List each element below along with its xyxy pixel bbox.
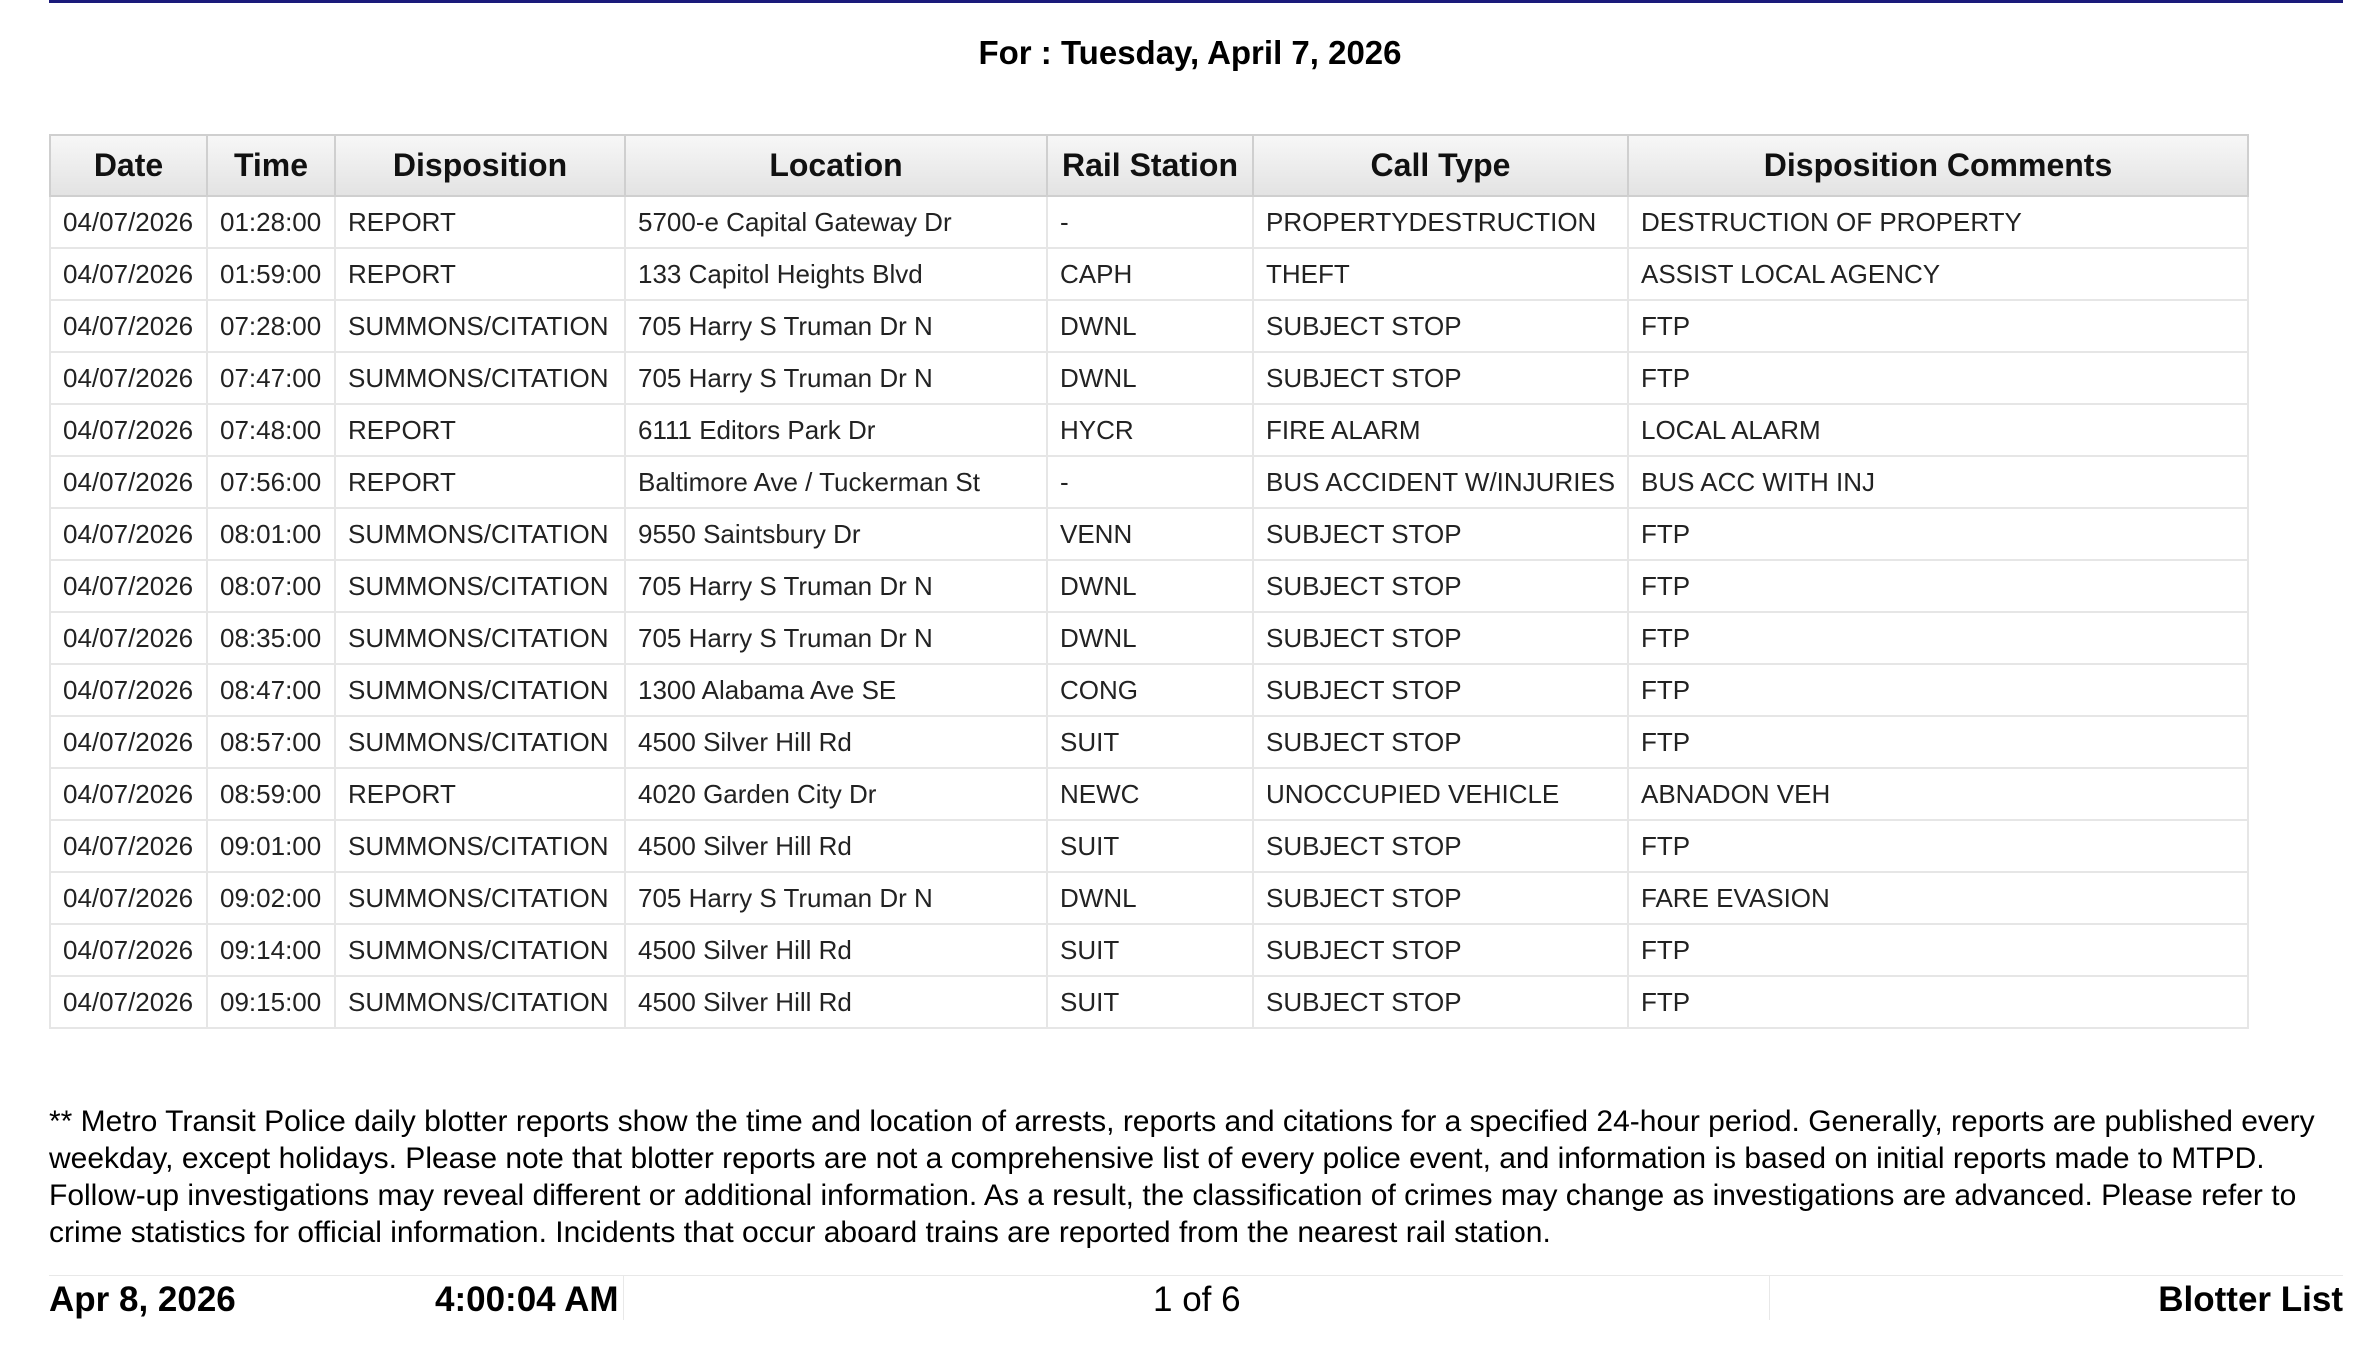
report-date-title: For : Tuesday, April 7, 2026 — [978, 34, 1402, 71]
cell-rail-station: - — [1047, 196, 1253, 248]
cell-time: 07:47:00 — [207, 352, 335, 404]
table-row — [50, 924, 2248, 976]
cell-call-type: SUBJECT STOP — [1253, 612, 1628, 664]
cell-rail-station: SUIT — [1047, 976, 1253, 1028]
cell-call-type: PROPERTYDESTRUCTION — [1253, 196, 1628, 248]
cell-location: 4020 Garden City Dr — [625, 768, 1047, 820]
table-body — [50, 196, 2248, 1028]
table-row — [50, 300, 2248, 352]
cell-date: 04/07/2026 — [50, 560, 207, 612]
blotter-footnote: ** Metro Transit Police daily blotter reports show the time and location of arrests, reports and citations for a specified 24-hour period. Generally, reports are published every weekday, except holidays. Please note that blotter reports are not a comprehensive list of every police event, and information is based on initial reports made to MTPD. Follow-up investigations may reveal different or additional information. As a result, the classification of crimes may change as investigations are advanced. Please refer to crime statistics for official information. Incidents that occur aboard trains are reported from the nearest rail station. — [49, 1105, 2315, 1249]
cell-date: 04/07/2026 — [50, 352, 207, 404]
cell-rail-station: DWNL — [1047, 612, 1253, 664]
cell-call-type: SUBJECT STOP — [1253, 560, 1628, 612]
cell-time: 07:48:00 — [207, 404, 335, 456]
cell-disposition-comments: FARE EVASION — [1628, 872, 2248, 924]
table-row — [50, 404, 2248, 456]
cell-location: 1300 Alabama Ave SE — [625, 664, 1047, 716]
cell-rail-station: DWNL — [1047, 352, 1253, 404]
cell-disposition: REPORT — [335, 248, 625, 300]
cell-location: 705 Harry S Truman Dr N — [625, 872, 1047, 924]
cell-date: 04/07/2026 — [50, 404, 207, 456]
cell-disposition: SUMMONS/CITATION — [335, 976, 625, 1028]
cell-rail-station: VENN — [1047, 508, 1253, 560]
table-row — [50, 508, 2248, 560]
cell-location: 133 Capitol Heights Blvd — [625, 248, 1047, 300]
cell-rail-station: HYCR — [1047, 404, 1253, 456]
cell-call-type: SUBJECT STOP — [1253, 716, 1628, 768]
footer-title: Blotter List — [2158, 1280, 2343, 1319]
cell-call-type: THEFT — [1253, 248, 1628, 300]
cell-rail-station: SUIT — [1047, 924, 1253, 976]
cell-disposition: SUMMONS/CITATION — [335, 820, 625, 872]
cell-time: 08:01:00 — [207, 508, 335, 560]
header-date: Date — [50, 135, 207, 196]
cell-disposition: REPORT — [335, 404, 625, 456]
cell-location: 4500 Silver Hill Rd — [625, 976, 1047, 1028]
cell-call-type: BUS ACCIDENT W/INJURIES — [1253, 456, 1628, 508]
cell-location: 6111 Editors Park Dr — [625, 404, 1047, 456]
cell-time: 07:28:00 — [207, 300, 335, 352]
table-row — [50, 612, 2248, 664]
cell-disposition-comments: FTP — [1628, 664, 2248, 716]
cell-location: 4500 Silver Hill Rd — [625, 716, 1047, 768]
cell-date: 04/07/2026 — [50, 612, 207, 664]
cell-disposition-comments: FTP — [1628, 300, 2248, 352]
header-call-type: Call Type — [1253, 135, 1628, 196]
cell-location: 705 Harry S Truman Dr N — [625, 560, 1047, 612]
cell-call-type: SUBJECT STOP — [1253, 924, 1628, 976]
cell-time: 08:47:00 — [207, 664, 335, 716]
table-row — [50, 560, 2248, 612]
cell-disposition: SUMMONS/CITATION — [335, 508, 625, 560]
cell-call-type: FIRE ALARM — [1253, 404, 1628, 456]
cell-disposition-comments: FTP — [1628, 352, 2248, 404]
cell-disposition-comments: FTP — [1628, 716, 2248, 768]
cell-location: 4500 Silver Hill Rd — [625, 820, 1047, 872]
cell-time: 09:14:00 — [207, 924, 335, 976]
cell-date: 04/07/2026 — [50, 820, 207, 872]
header-disposition-comments: Disposition Comments — [1628, 135, 2248, 196]
cell-disposition: SUMMONS/CITATION — [335, 872, 625, 924]
cell-time: 09:15:00 — [207, 976, 335, 1028]
cell-disposition: SUMMONS/CITATION — [335, 612, 625, 664]
top-border — [49, 0, 2343, 3]
cell-disposition-comments: ABNADON VEH — [1628, 768, 2248, 820]
cell-disposition-comments: ASSIST LOCAL AGENCY — [1628, 248, 2248, 300]
cell-disposition-comments: LOCAL ALARM — [1628, 404, 2248, 456]
cell-date: 04/07/2026 — [50, 664, 207, 716]
header-location: Location — [625, 135, 1047, 196]
cell-location: 705 Harry S Truman Dr N — [625, 612, 1047, 664]
cell-call-type: SUBJECT STOP — [1253, 664, 1628, 716]
cell-time: 07:56:00 — [207, 456, 335, 508]
cell-date: 04/07/2026 — [50, 976, 207, 1028]
table-header-row — [50, 135, 2248, 196]
cell-date: 04/07/2026 — [50, 768, 207, 820]
cell-disposition: REPORT — [335, 768, 625, 820]
cell-rail-station: NEWC — [1047, 768, 1253, 820]
table-row — [50, 196, 2248, 248]
cell-location: 9550 Saintsbury Dr — [625, 508, 1047, 560]
cell-call-type: UNOCCUPIED VEHICLE — [1253, 768, 1628, 820]
cell-call-type: SUBJECT STOP — [1253, 820, 1628, 872]
table-row — [50, 872, 2248, 924]
cell-rail-station: DWNL — [1047, 872, 1253, 924]
cell-time: 09:02:00 — [207, 872, 335, 924]
cell-rail-station: CAPH — [1047, 248, 1253, 300]
cell-time: 08:07:00 — [207, 560, 335, 612]
cell-time: 08:59:00 — [207, 768, 335, 820]
cell-location: Baltimore Ave / Tuckerman St — [625, 456, 1047, 508]
cell-date: 04/07/2026 — [50, 300, 207, 352]
cell-date: 04/07/2026 — [50, 508, 207, 560]
table-row — [50, 456, 2248, 508]
header-rail-station: Rail Station — [1047, 135, 1253, 196]
cell-disposition: SUMMONS/CITATION — [335, 664, 625, 716]
cell-rail-station: SUIT — [1047, 716, 1253, 768]
cell-call-type: SUBJECT STOP — [1253, 300, 1628, 352]
footer-date: Apr 8, 2026 — [49, 1280, 236, 1319]
table-row — [50, 820, 2248, 872]
cell-disposition: REPORT — [335, 196, 625, 248]
table-row — [50, 352, 2248, 404]
cell-call-type: SUBJECT STOP — [1253, 976, 1628, 1028]
cell-disposition-comments: DESTRUCTION OF PROPERTY — [1628, 196, 2248, 248]
table-row — [50, 664, 2248, 716]
cell-date: 04/07/2026 — [50, 872, 207, 924]
page-footer — [49, 1275, 2343, 1320]
cell-time: 01:28:00 — [207, 196, 335, 248]
cell-disposition-comments: FTP — [1628, 508, 2248, 560]
blotter-table — [49, 134, 2249, 1029]
cell-disposition: SUMMONS/CITATION — [335, 300, 625, 352]
cell-disposition-comments: FTP — [1628, 612, 2248, 664]
cell-rail-station: - — [1047, 456, 1253, 508]
cell-rail-station: DWNL — [1047, 300, 1253, 352]
cell-disposition: SUMMONS/CITATION — [335, 716, 625, 768]
cell-disposition: SUMMONS/CITATION — [335, 560, 625, 612]
footer-divider — [623, 1276, 624, 1320]
table-row — [50, 768, 2248, 820]
cell-call-type: SUBJECT STOP — [1253, 508, 1628, 560]
cell-date: 04/07/2026 — [50, 196, 207, 248]
cell-disposition-comments: BUS ACC WITH INJ — [1628, 456, 2248, 508]
cell-date: 04/07/2026 — [50, 924, 207, 976]
cell-time: 08:57:00 — [207, 716, 335, 768]
cell-disposition: SUMMONS/CITATION — [335, 352, 625, 404]
cell-call-type: SUBJECT STOP — [1253, 872, 1628, 924]
footer-page-number: 1 of 6 — [1153, 1280, 1241, 1319]
cell-disposition: SUMMONS/CITATION — [335, 924, 625, 976]
cell-disposition-comments: FTP — [1628, 820, 2248, 872]
header-disposition: Disposition — [335, 135, 625, 196]
footer-time: 4:00:04 AM — [435, 1280, 619, 1319]
table-row — [50, 716, 2248, 768]
footer-divider — [1769, 1276, 1770, 1320]
cell-date: 04/07/2026 — [50, 456, 207, 508]
cell-disposition: REPORT — [335, 456, 625, 508]
cell-time: 01:59:00 — [207, 248, 335, 300]
cell-rail-station: SUIT — [1047, 820, 1253, 872]
table-row — [50, 976, 2248, 1028]
cell-rail-station: CONG — [1047, 664, 1253, 716]
cell-call-type: SUBJECT STOP — [1253, 352, 1628, 404]
cell-location: 705 Harry S Truman Dr N — [625, 352, 1047, 404]
cell-location: 4500 Silver Hill Rd — [625, 924, 1047, 976]
cell-date: 04/07/2026 — [50, 716, 207, 768]
cell-date: 04/07/2026 — [50, 248, 207, 300]
cell-disposition-comments: FTP — [1628, 976, 2248, 1028]
header-time: Time — [207, 135, 335, 196]
table-row — [50, 248, 2248, 300]
cell-rail-station: DWNL — [1047, 560, 1253, 612]
cell-time: 08:35:00 — [207, 612, 335, 664]
cell-location: 705 Harry S Truman Dr N — [625, 300, 1047, 352]
cell-location: 5700-e Capital Gateway Dr — [625, 196, 1047, 248]
cell-disposition-comments: FTP — [1628, 924, 2248, 976]
cell-disposition-comments: FTP — [1628, 560, 2248, 612]
cell-time: 09:01:00 — [207, 820, 335, 872]
